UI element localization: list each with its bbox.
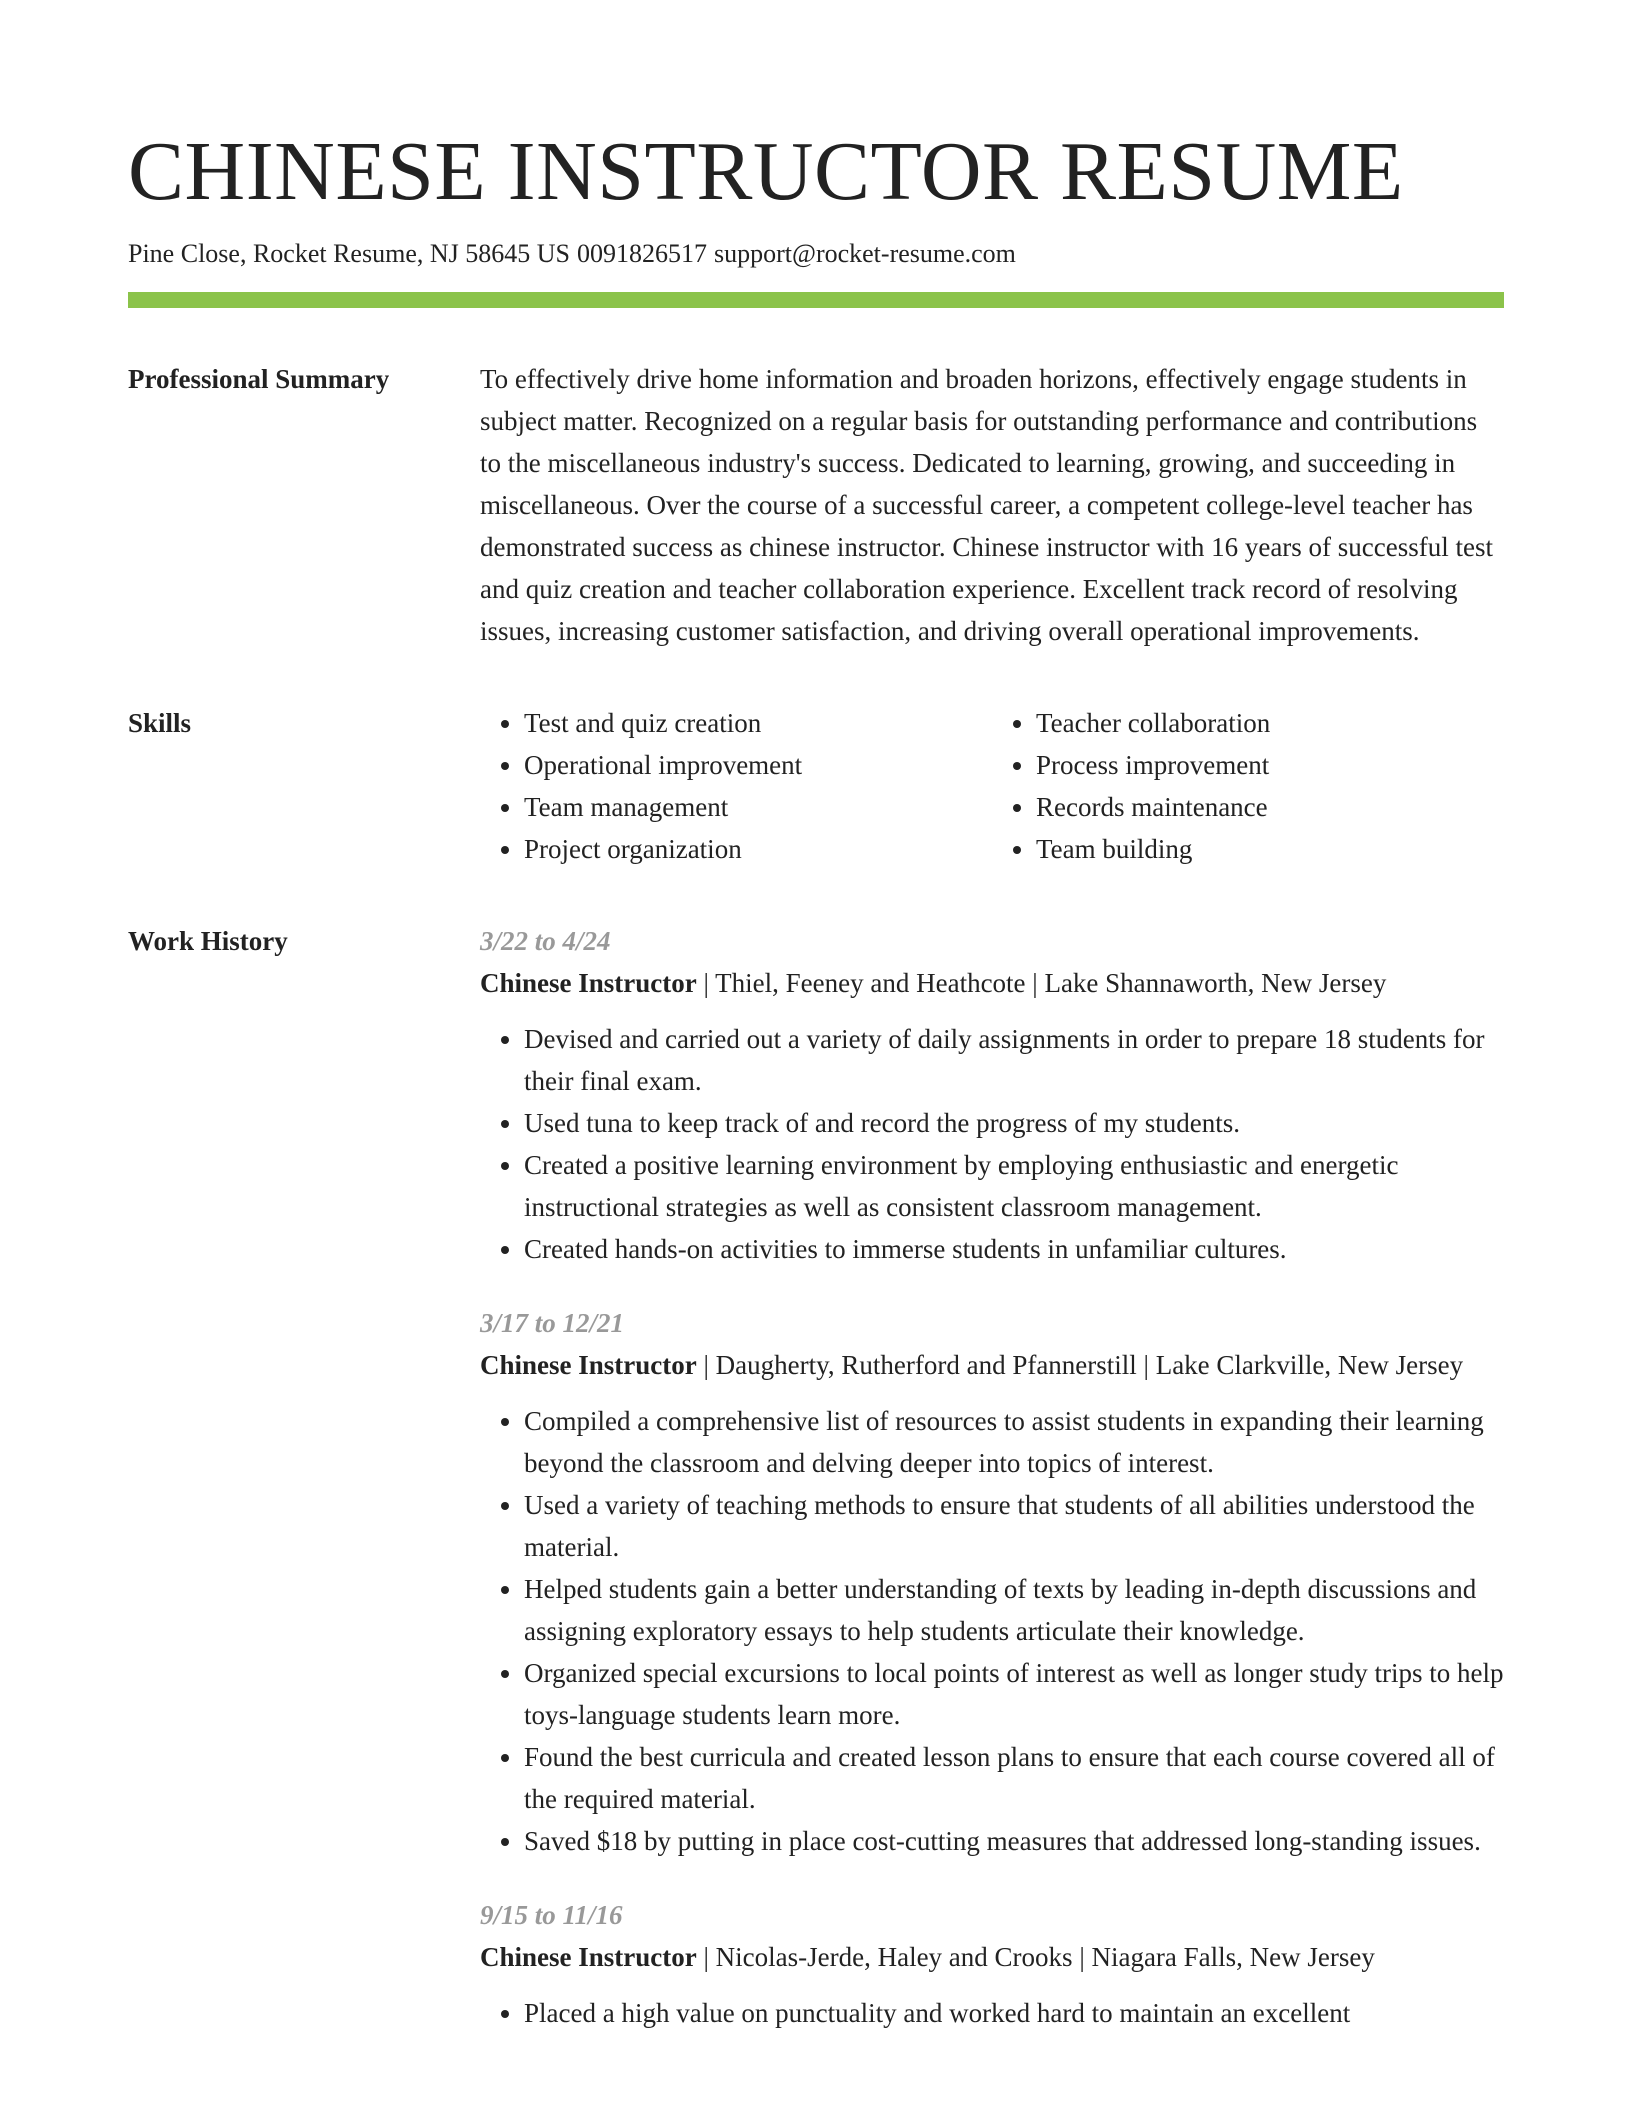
- job-separator: |: [1143, 1350, 1149, 1380]
- summary-text: To effectively drive home information and broaden horizons, effectively engage students in subject matter. Recognized on a regular basis for outstanding performance and contributions to the miscellaneous industry's success. Dedicated to learning, growing, and succeeding in miscellaneous. Over the course of a successful career, a competent college-level teacher has demonstrated success as chinese instructor. Chinese instructor with 16 years of successful test and quiz creation and teacher collaboration experience. Excellent track record of resolving issues, increasing customer satisfaction, and driving overall operational improvements.: [480, 364, 1494, 646]
- job-bullet: • Found the best curricula and created lesson plans to ensure that each course covered all of the required material.: [524, 1736, 1504, 1820]
- job-bullets: [480, 1018, 1504, 1270]
- skill-item: • Operational improvement: [524, 744, 992, 786]
- skill-item: • Test and quiz creation: [524, 702, 992, 744]
- job-location: Lake Clarkville, New Jersey: [1155, 1350, 1464, 1380]
- job-bullet: • Compiled a comprehensive list of resources to assist students in expanding their learning beyond the classroom and delving deeper into topics of interest.: [524, 1400, 1504, 1484]
- skill-item: • Team building: [1036, 828, 1504, 870]
- contact-email: support@rocket-resume.com: [714, 239, 1016, 268]
- work-history-section: [128, 920, 1504, 2034]
- job-dates: 9/15 to 11/16: [480, 1900, 623, 1930]
- skills-list-right: [992, 702, 1504, 870]
- skill-item: • Records maintenance: [1036, 786, 1504, 828]
- job-entry: [480, 1894, 1504, 2034]
- job-separator: |: [703, 968, 709, 998]
- job-title: Chinese Instructor: [480, 968, 697, 998]
- job-bullet: • Organized special excursions to local points of interest as well as longer study trips to help toys-language students learn more.: [524, 1652, 1504, 1736]
- job-bullet: • Placed a high value on punctuality and worked hard to maintain an excellent: [524, 1992, 1504, 2034]
- job-bullet: • Used a variety of teaching methods to ensure that students of all abilities understood the material.: [524, 1484, 1504, 1568]
- job-heading: [480, 1936, 1504, 1978]
- skills-list-left: [480, 702, 992, 870]
- resume-title: CHINESE INSTRUCTOR RESUME: [128, 125, 1404, 218]
- job-location: Niagara Falls, New Jersey: [1091, 1942, 1375, 1972]
- skill-item: • Team management: [524, 786, 992, 828]
- job-company: Nicolas-Jerde, Haley and Crooks: [715, 1942, 1073, 1972]
- work-history-label: Work History: [128, 926, 288, 956]
- job-location: Lake Shannaworth, New Jersey: [1044, 968, 1387, 998]
- job-company: Daugherty, Rutherford and Pfannerstill: [715, 1350, 1137, 1380]
- job-dates: 3/17 to 12/21: [480, 1308, 625, 1338]
- job-bullet: • Helped students gain a better understanding of texts by leading in-depth discussions and assigning exploratory essays to help students articulate their knowledge.: [524, 1568, 1504, 1652]
- job-entry: [480, 1302, 1504, 1862]
- job-heading: [480, 962, 1504, 1004]
- job-dates: 3/22 to 4/24: [480, 926, 611, 956]
- job-separator: |: [1032, 968, 1038, 998]
- contact-phone: 0091826517: [577, 239, 707, 268]
- contact-line: [128, 236, 1504, 272]
- skills-section: [128, 702, 1504, 870]
- job-bullet: • Saved $18 by putting in place cost-cutting measures that addressed long-standing issues.: [524, 1820, 1504, 1862]
- skill-item: • Teacher collaboration: [1036, 702, 1504, 744]
- job-company: Thiel, Feeney and Heathcote: [715, 968, 1026, 998]
- job-bullet: • Devised and carried out a variety of daily assignments in order to prepare 18 students for their final exam.: [524, 1018, 1504, 1102]
- skill-item: • Project organization: [524, 828, 992, 870]
- skills-label: Skills: [128, 708, 192, 738]
- contact-address: Pine Close, Rocket Resume, NJ 58645 US: [128, 239, 570, 268]
- job-bullet: • Created hands-on activities to immerse students in unfamiliar cultures.: [524, 1228, 1504, 1270]
- skill-item: • Process improvement: [1036, 744, 1504, 786]
- summary-section: [128, 358, 1504, 652]
- job-title: Chinese Instructor: [480, 1350, 697, 1380]
- job-bullets: [480, 1992, 1504, 2034]
- summary-label: Professional Summary: [128, 364, 390, 394]
- job-entry: [480, 920, 1504, 1270]
- job-separator: |: [1079, 1942, 1085, 1972]
- job-bullets: [480, 1400, 1504, 1862]
- job-bullet: • Created a positive learning environment by employing enthusiastic and energetic instructional strategies as well as consistent classroom management.: [524, 1144, 1504, 1228]
- job-bullet: • Used tuna to keep track of and record the progress of my students.: [524, 1102, 1504, 1144]
- job-separator: |: [703, 1350, 709, 1380]
- job-title: Chinese Instructor: [480, 1942, 697, 1972]
- header-divider: [128, 292, 1504, 308]
- job-separator: |: [703, 1942, 709, 1972]
- job-heading: [480, 1344, 1504, 1386]
